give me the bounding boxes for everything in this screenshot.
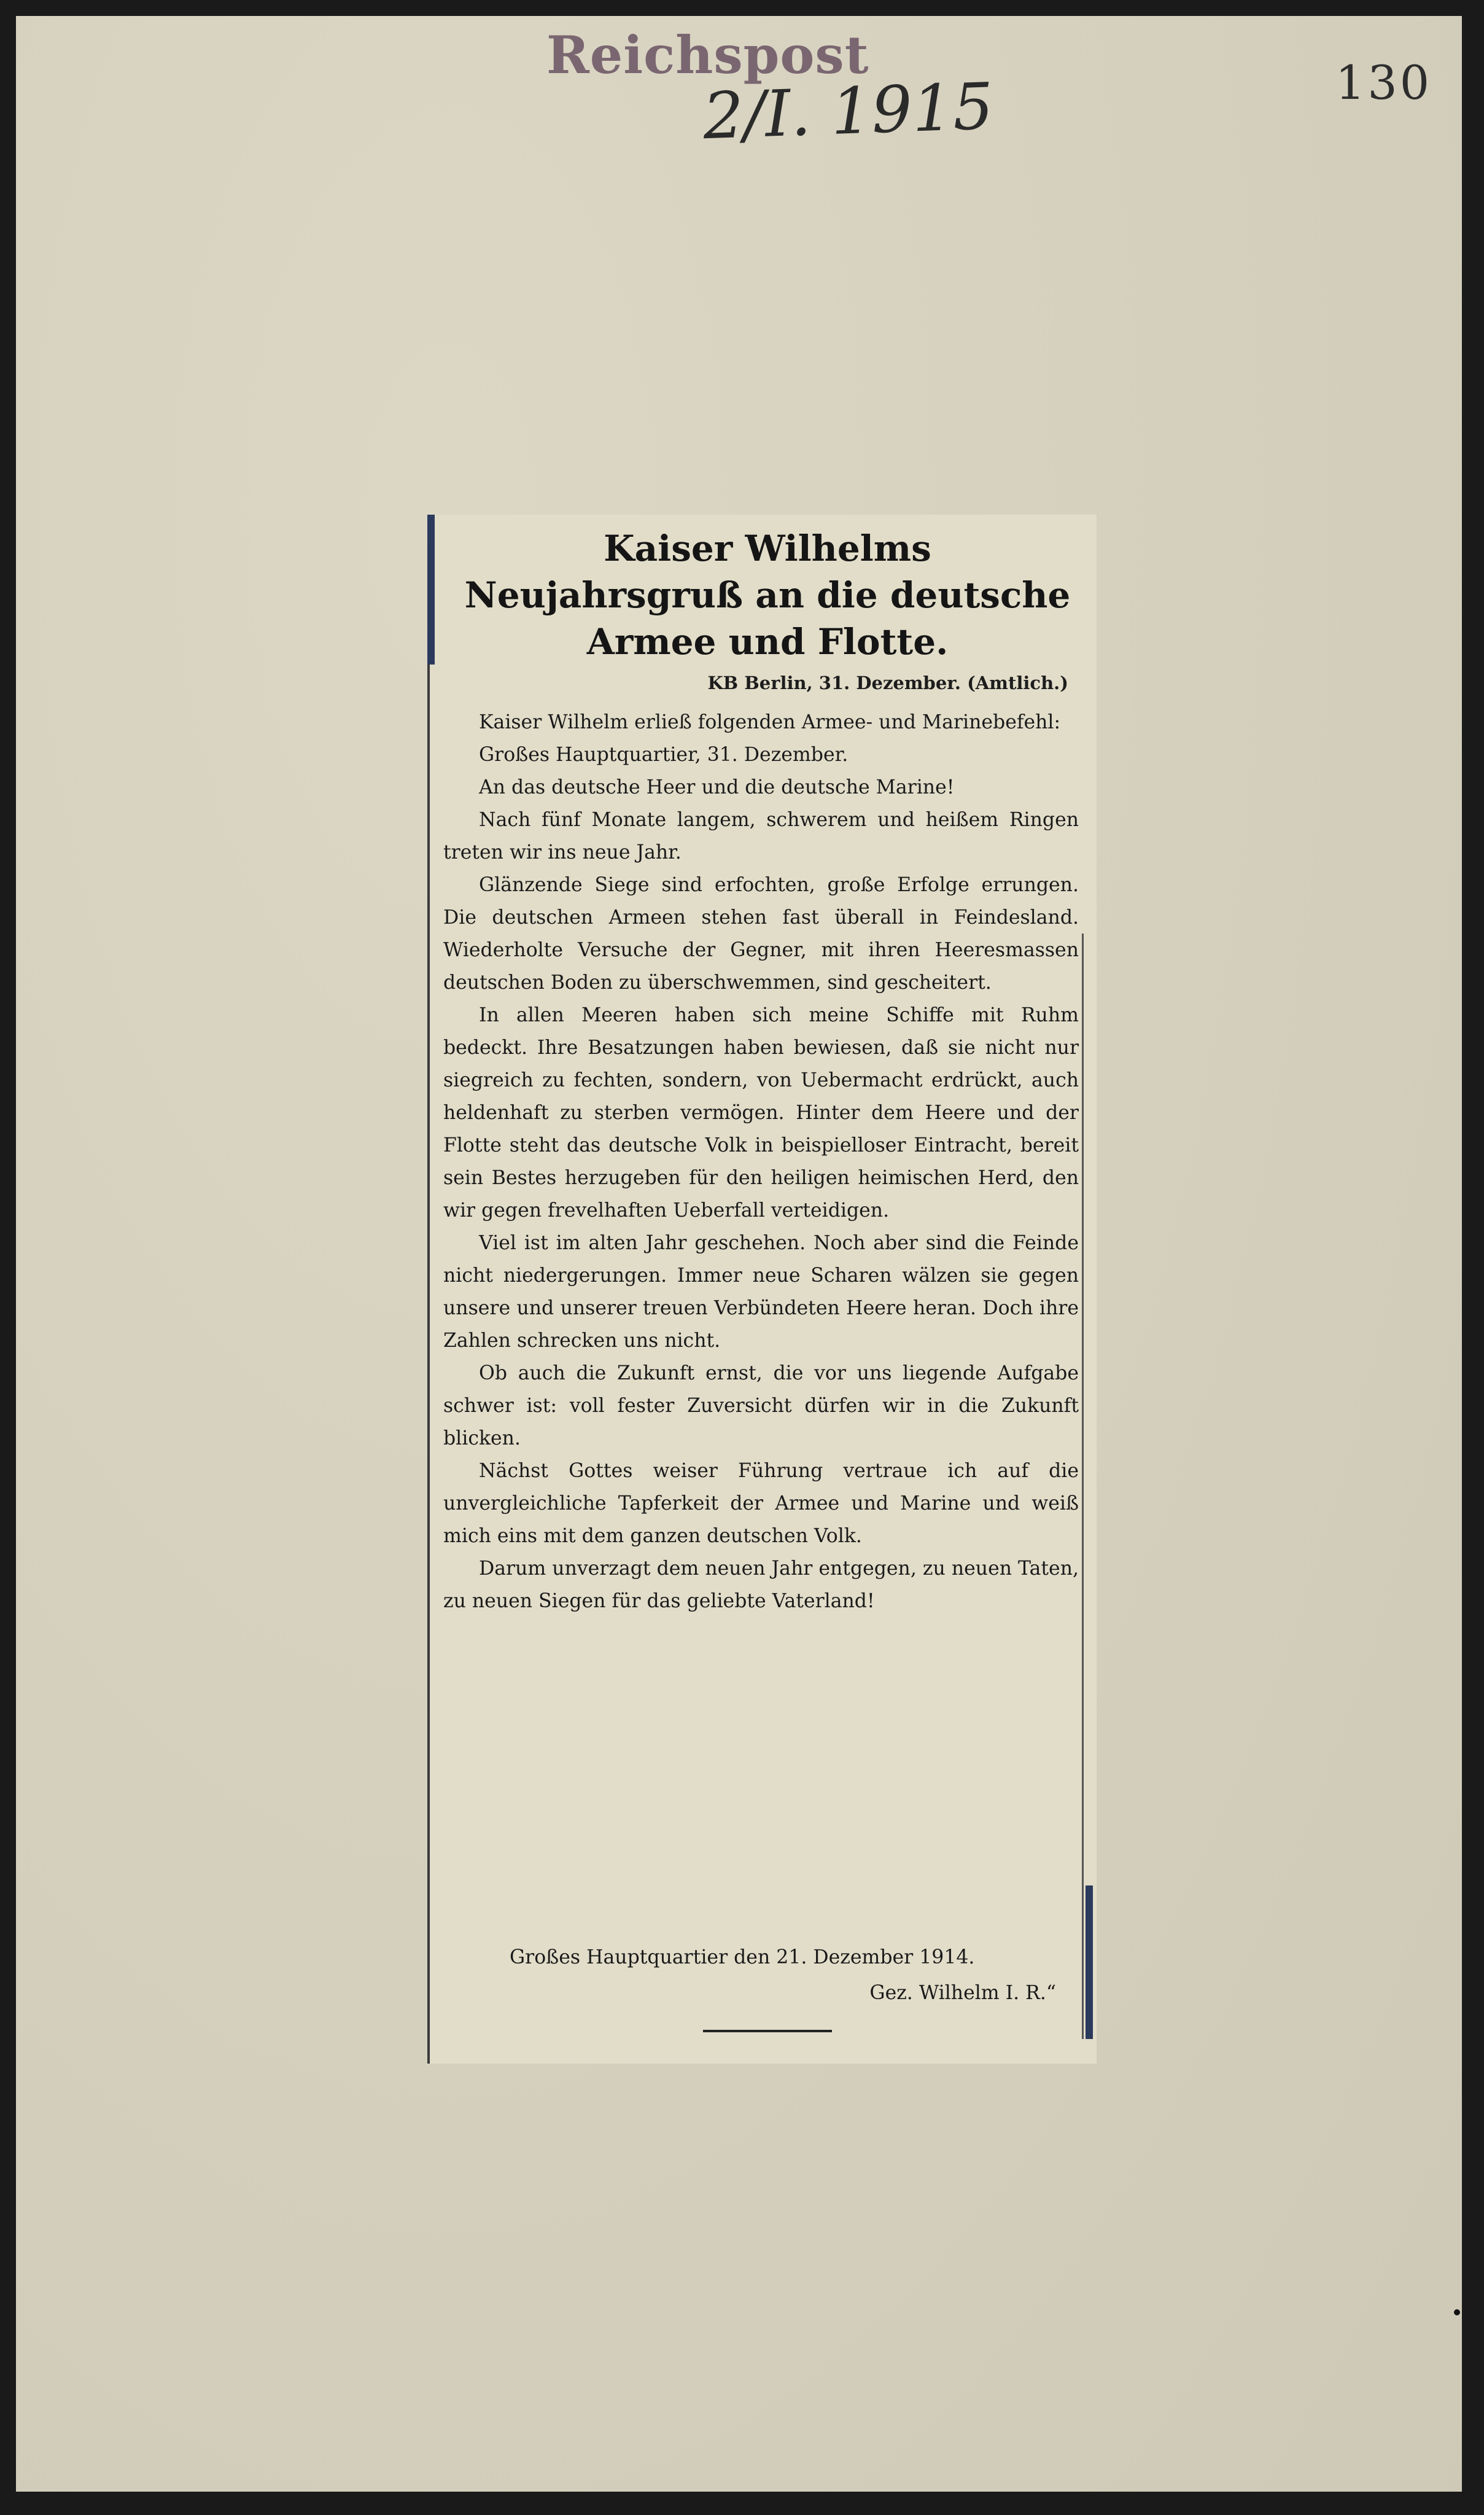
end-rule [703,2030,832,2032]
article-headline: Kaiser Wilhelms Neujahrsgruß an die deutsche Armee und Flotte. [464,528,1071,663]
clipping-blue-mark-left [427,515,435,665]
closing-place-date: Großes Hauptquartier den 21. Dezember 1914. [510,1946,975,1968]
article-paragraph: An das deutsche Heer und die deutsche Marine! [479,776,955,798]
article-paragraph: Großes Hauptquartier, 31. Dezember. [479,744,849,766]
article-body [443,706,1079,1618]
article-paragraph: Nächst Gottes weiser Führung vertraue ich auf die unvergleichliche Tapferkeit der Armee und Marine und weiß mich eins mit dem ganzen deutschen Volk. [443,1460,1079,1547]
article-signoff [467,1940,1056,2011]
signature: Gez. Wilhelm I. R.“ [869,1982,1056,2004]
page-number: 130 [1335,55,1432,110]
clipping-blue-mark-right [1086,1885,1093,2039]
article-paragraph: Glänzende Siege sind erfochten, große Erfolge errungen. Die deutschen Armeen stehen fast überall in Feindesland. Wiederholte Versuche der Gegner, mit ihren Heeresmassen deutschen Boden zu überschwemmen, sind gescheitert. [443,874,1079,994]
handwritten-date: 2/I. 1915 [702,68,995,154]
article-dateline: KB Berlin, 31. Dezember. (Amtlich.) [707,673,1068,693]
article-paragraph: Kaiser Wilhelm erließ folgenden Armee- und Marinebefehl: [479,711,1061,733]
article-paragraph: Darum unverzagt dem neuen Jahr entgegen, zu neuen Taten, zu neuen Siegen für das geliebte Vaterland! [443,1558,1079,1612]
clipping-column-rule [1082,934,1084,2039]
article-paragraph: Viel ist im alten Jahr geschehen. Noch aber sind die Feinde nicht niedergerungen. Immer neue Scharen wälzen sie gegen unsere und unserer treuen Verbündeten Heere heran. Doch ihre Zahlen schrecken uns nicht. [443,1232,1079,1352]
ink-dot [1454,2309,1460,2315]
newspaper-stamp: Reichspost [546,25,869,85]
article-paragraph: Nach fünf Monate langem, schwerem und heißem Ringen treten wir ins neue Jahr. [443,809,1079,864]
article-paragraph: In allen Meeren haben sich meine Schiffe mit Ruhm bedeckt. Ihre Besatzungen haben bewiesen, daß sie nicht nur siegreich zu fechten, sondern, von Uebermacht erdrückt, auch heldenhaft zu sterben vermögen. Hinter dem Heere und der Flotte steht das deutsche Volk in beispielloser Eintracht, bereit sein Bestes herzugeben für den heiligen heimischen Herd, den wir gegen frevelhaften Ueberfall verteidigen. [443,1004,1079,1222]
article-paragraph: Ob auch die Zukunft ernst, die vor uns liegende Aufgabe schwer ist: voll fester Zuversicht dürfen wir in die Zukunft blicken. [443,1362,1079,1449]
